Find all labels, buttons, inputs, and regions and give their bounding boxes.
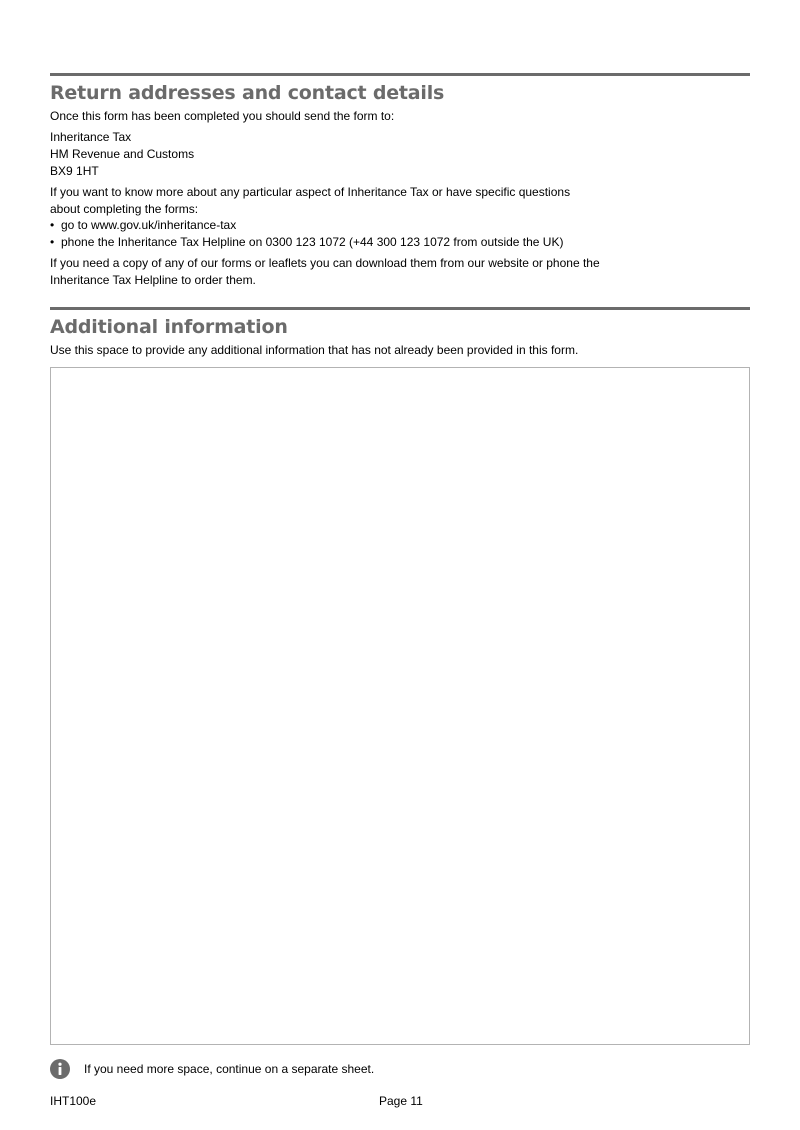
page-number: Page 11 bbox=[379, 1094, 423, 1108]
helpline-bullet-text: phone the Inheritance Tax Helpline on 0300 123 1072 (+44 300 123 1072 from outside the UK) bbox=[61, 235, 564, 249]
address-line-3: BX9 1HT bbox=[50, 164, 99, 178]
send-form-intro: Once this form has been completed you should send the form to: bbox=[50, 109, 395, 123]
additional-information-heading: Additional information bbox=[50, 316, 288, 338]
website-bullet-text: go to www.gov.uk/inheritance-tax bbox=[61, 218, 237, 232]
form-code: IHT100e bbox=[50, 1094, 97, 1108]
address-line-1: Inheritance Tax bbox=[50, 130, 132, 144]
list-item-website bbox=[50, 217, 563, 234]
return-addresses-heading: Return addresses and contact details bbox=[50, 82, 445, 104]
section-divider-additional bbox=[50, 307, 750, 310]
info-icon bbox=[50, 1059, 70, 1079]
additional-information-box[interactable] bbox=[50, 367, 750, 1045]
bullet-icon: • bbox=[50, 235, 55, 249]
copy-forms-line-2: Inheritance Tax Helpline to order them. bbox=[50, 273, 256, 287]
contact-options-list bbox=[50, 217, 563, 251]
more-space-note bbox=[50, 1059, 374, 1079]
form-page bbox=[50, 0, 750, 1130]
bullet-icon: • bbox=[50, 218, 55, 232]
section-divider-return bbox=[50, 73, 750, 76]
more-info-line-1: If you want to know more about any particular aspect of Inheritance Tax or have specific questions bbox=[50, 185, 571, 199]
more-info-line-2: about completing the forms: bbox=[50, 202, 199, 216]
additional-info-instruction: Use this space to provide any additional information that has not already been provided in this form. bbox=[50, 343, 579, 357]
list-item-helpline bbox=[50, 234, 563, 251]
address-line-2: HM Revenue and Customs bbox=[50, 147, 195, 161]
copy-forms-line-1: If you need a copy of any of our forms or leaflets you can download them from our website or phone the bbox=[50, 256, 600, 270]
more-space-note-text: If you need more space, continue on a separate sheet. bbox=[84, 1061, 375, 1076]
